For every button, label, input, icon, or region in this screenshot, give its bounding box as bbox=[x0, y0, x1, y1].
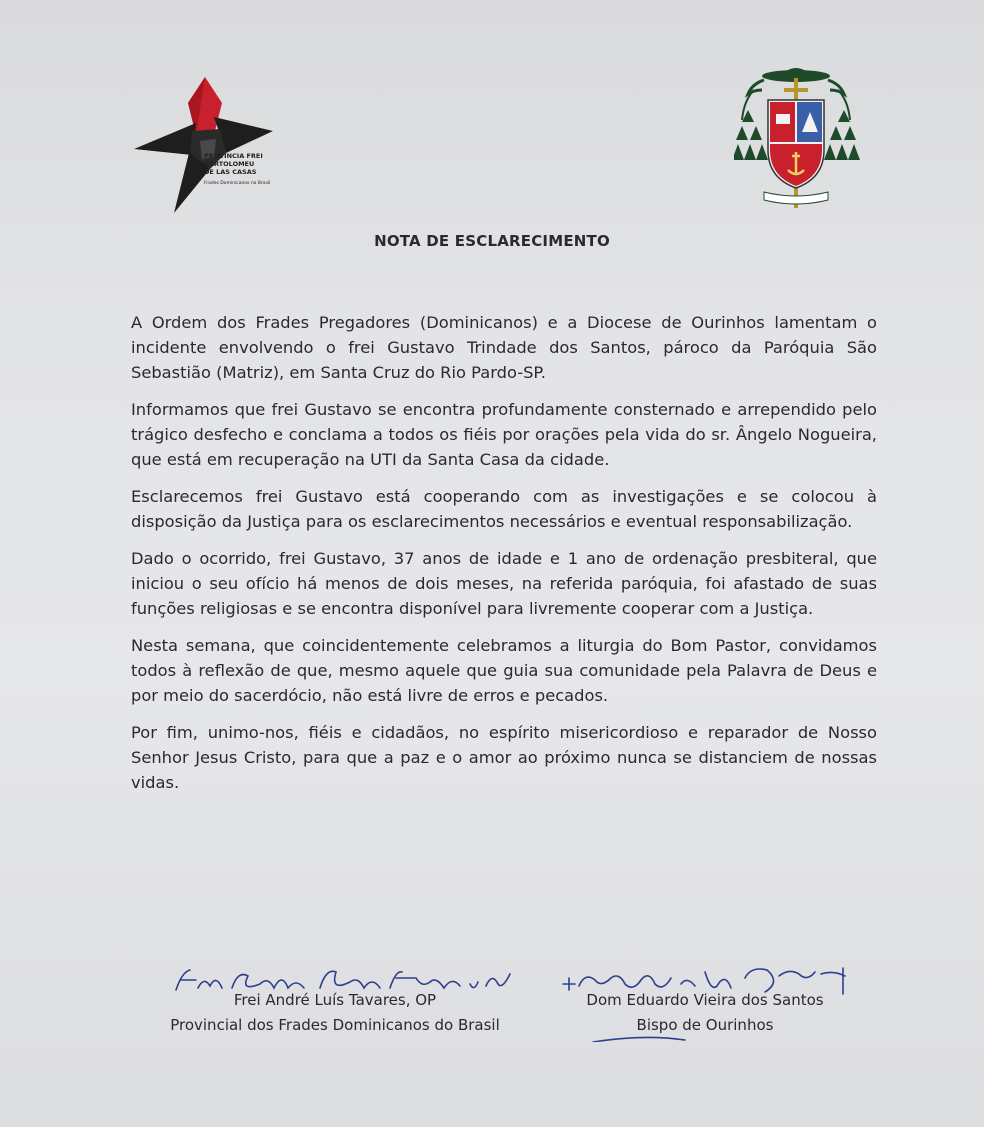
signer-role-left: Provincial dos Frades Dominicanos do Brasil bbox=[170, 1016, 500, 1034]
dominican-star-logo-icon bbox=[130, 75, 280, 215]
episcopal-coat-of-arms-icon bbox=[734, 60, 874, 210]
signer-role-right: Bispo de Ourinhos bbox=[636, 1016, 774, 1034]
page-title: NOTA DE ESCLARECIMENTO bbox=[374, 232, 610, 250]
signature-block-left bbox=[140, 962, 530, 1038]
document-body bbox=[131, 310, 877, 807]
paragraph: Nesta semana, que coincidentemente celebramos a liturgia do Bom Pastor, convidamos todos à reflexão de que, mesmo aquele que guia sua comunidade pela Palavra de Deus e por meio do sacerdócio, não está livre de erros e pecados. bbox=[131, 636, 877, 705]
province-subtext: Frades Dominicanos no Brasil bbox=[204, 181, 271, 186]
paragraph: A Ordem dos Frades Pregadores (Dominicanos) e a Diocese de Ourinhos lamentam o incidente envolvendo o frei Gustavo Trindade dos Santos, pároco da Paróquia São Sebastião (Matriz), em Santa Cruz do Rio Pardo-SP. bbox=[131, 313, 877, 382]
signer-name-left: Frei André Luís Tavares, OP bbox=[233, 991, 437, 1009]
paragraph: Por fim, unimo-nos, fiéis e cidadãos, no espírito misericordioso e reparador de Nosso Senhor Jesus Cristo, para que a paz e o amor ao próximo nunca se distanciem de nossas vidas. bbox=[131, 723, 877, 792]
province-line-2: BARTOLOMEU bbox=[204, 160, 255, 168]
paragraph: Informamos que frei Gustavo se encontra profundamente consternado e arrependido pelo trágico desfecho e conclama a todos os fiéis por orações pela vida do sr. Ângelo Nogueira, que está em recuperação na UTI da Santa Casa da cidade. bbox=[131, 400, 877, 469]
dominican-province-logo bbox=[130, 75, 280, 215]
province-logo-text bbox=[204, 152, 274, 188]
diocese-coat-of-arms bbox=[734, 60, 874, 210]
paragraph: Esclarecemos frei Gustavo está cooperando com as investigações e se colocou à disposição da Justiça para os esclarecimentos necessários e eventual responsabilização. bbox=[131, 487, 877, 531]
paragraph: Dado o ocorrido, frei Gustavo, 37 anos de idade e 1 ano de ordenação presbiteral, que iniciou o seu ofício há menos de dois meses, na referida paróquia, foi afastado de suas funções religiosas e se encontra disponível para livremente cooperar com a Justiça. bbox=[131, 549, 877, 618]
province-line-3: DE LAS CASAS bbox=[204, 168, 257, 176]
province-line-1: PROVÍNCIA FREI bbox=[204, 152, 263, 160]
signature-block-right bbox=[555, 962, 855, 1038]
signer-name-right: Dom Eduardo Vieira dos Santos bbox=[586, 991, 824, 1009]
